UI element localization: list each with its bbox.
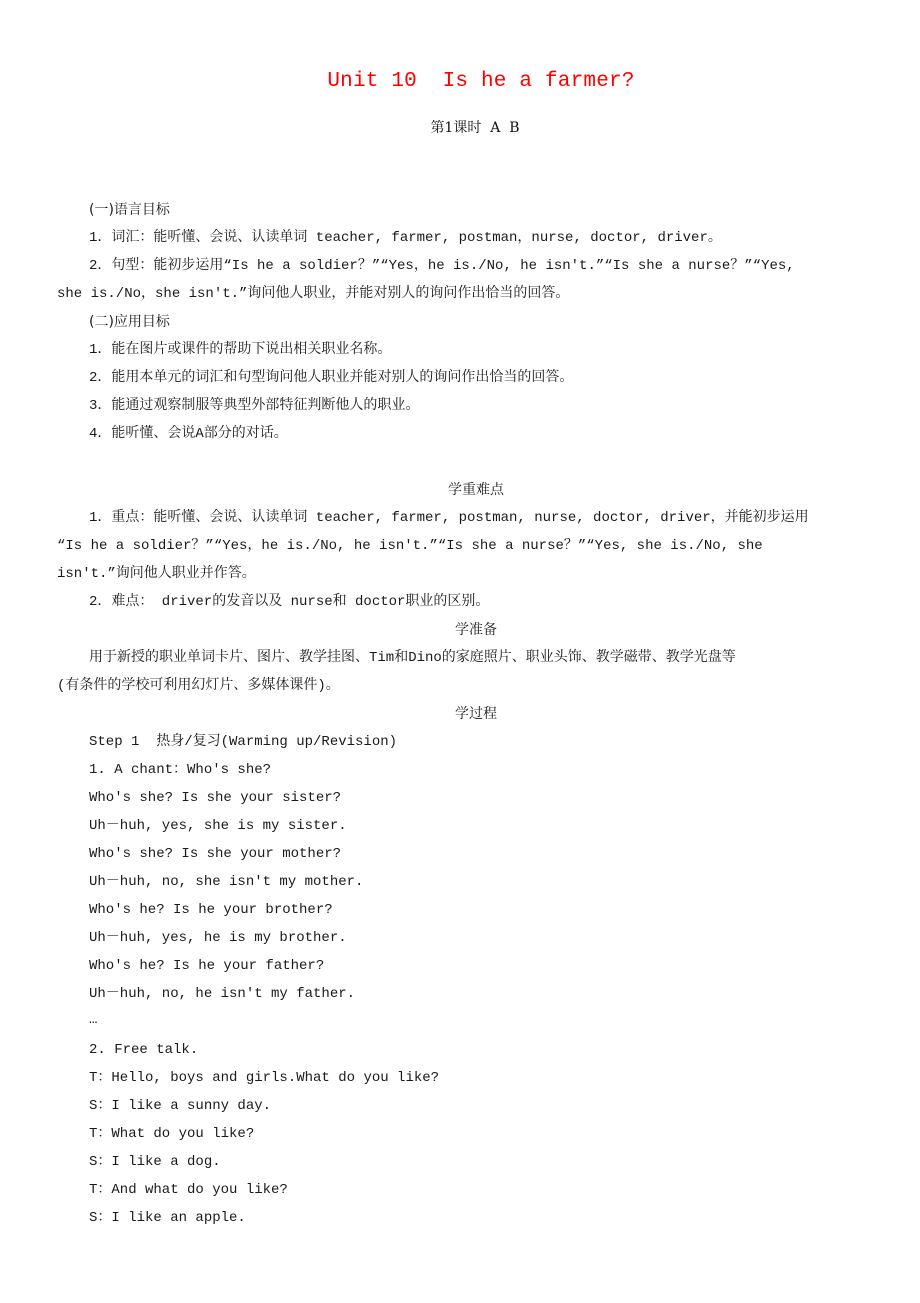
- page-title: Unit 10 Is he a farmer?: [327, 70, 635, 93]
- application-goal-item: 4．能听懂、会说A部分的对话。: [89, 426, 288, 442]
- process-line: Uh－huh, no, he isn't my father.: [89, 986, 356, 1002]
- section-heading-application-goals: (二)应用目标: [89, 314, 170, 330]
- section-heading-preparation: 学准备: [455, 622, 497, 638]
- key-point-line: isn't.”询问他人职业并作答。: [57, 566, 256, 582]
- language-goal-item-continued: she is./No，she isn't.”询问他人职业，并能对别人的询问作出恰当的回答。: [57, 286, 570, 302]
- process-line: Uh－huh, yes, he is my brother.: [89, 930, 347, 946]
- preparation-line: 用于新授的职业单词卡片、图片、教学挂图、Tim和Dino的家庭照片、职业头饰、教学磁带、教学光盘等: [89, 650, 736, 666]
- process-line: 2. Free talk.: [89, 1042, 199, 1058]
- key-point-line: 1．重点：能听懂、会说、认读单词 teacher, farmer, postman, nurse, doctor, driver，并能初步运用: [89, 510, 809, 526]
- ellipsis: …: [89, 1012, 98, 1028]
- section-heading-language-goals: (一)语言目标: [89, 202, 170, 218]
- dialogue-line: S：I like an apple.: [89, 1210, 246, 1226]
- process-line: Who's he? Is he your father?: [89, 958, 325, 974]
- key-point-line: 2．难点： driver的发音以及 nurse和 doctor职业的区别。: [89, 594, 490, 610]
- lesson-subtitle: 第1课时 A B: [430, 120, 520, 136]
- step-heading: Step 1 热身/复习(Warming up/Revision): [89, 734, 398, 750]
- process-line: Who's he? Is he your brother?: [89, 902, 333, 918]
- section-heading-key-points: 学重难点: [448, 482, 504, 498]
- preparation-line: (有条件的学校可利用幻灯片、多媒体课件)。: [57, 678, 340, 694]
- key-point-line: “Is he a soldier？”“Yes，he is./No, he isn't.”“Is she a nurse？”“Yes, she is./No, she: [57, 538, 763, 554]
- application-goal-item: 1．能在图片或课件的帮助下说出相关职业名称。: [89, 342, 392, 358]
- process-line: 1. A chant：Who's she?: [89, 762, 272, 778]
- process-line: Who's she? Is she your sister?: [89, 790, 342, 806]
- dialogue-line: T：Hello, boys and girls.What do you like?: [89, 1070, 440, 1086]
- process-line: Uh－huh, no, she isn't my mother.: [89, 874, 364, 890]
- dialogue-line: T：And what do you like?: [89, 1182, 288, 1198]
- dialogue-line: S：I like a dog.: [89, 1154, 221, 1170]
- section-heading-process: 学过程: [455, 706, 497, 722]
- process-line: Uh－huh, yes, she is my sister.: [89, 818, 347, 834]
- application-goal-item: 3．能通过观察制服等典型外部特征判断他人的职业。: [89, 398, 420, 414]
- language-goal-item: 1．词汇：能听懂、会说、认读单词 teacher, farmer, postman，nurse, doctor, driver。: [89, 230, 722, 246]
- language-goal-item: 2．句型：能初步运用“Is he a soldier？”“Yes，he is./No, he isn't.”“Is she a nurse？”“Yes,: [89, 258, 795, 274]
- dialogue-line: S：I like a sunny day.: [89, 1098, 272, 1114]
- process-line: Who's she? Is she your mother?: [89, 846, 342, 862]
- dialogue-line: T：What do you like?: [89, 1126, 255, 1142]
- application-goal-item: 2．能用本单元的词汇和句型询问他人职业并能对别人的询问作出恰当的回答。: [89, 370, 574, 386]
